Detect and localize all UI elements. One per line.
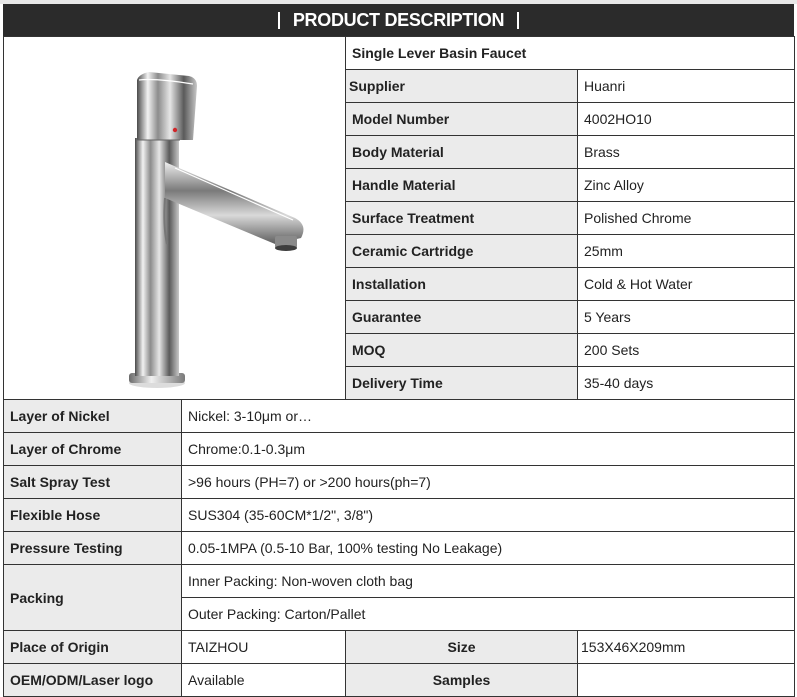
spec-label-delivery-time: Delivery Time [346,367,578,400]
packing-inner: Inner Packing: Non-woven cloth bag [182,565,795,598]
spec-value-delivery-time: 35-40 days [578,367,795,400]
spec-label-model-number: Model Number [346,103,578,136]
spec-value-surface-treatment: Polished Chrome [578,202,795,235]
header-bar-right [517,12,519,29]
product-name: Single Lever Basin Faucet [346,37,795,70]
spec-value-body-material: Brass [578,136,795,169]
detail-label-flexible-hose: Flexible Hose [4,499,182,532]
detail-value-flexible-hose: SUS304 (35-60CM*1/2", 3/8") [182,499,795,532]
spec-label-installation: Installation [346,268,578,301]
spec-value-model-number: 4002HO10 [578,103,795,136]
packing-label: Packing [4,565,182,631]
spec-label-moq: MOQ [346,334,578,367]
oem-value: Available [182,664,346,697]
samples-value [578,664,795,697]
header-bar-left [278,12,280,29]
spec-label-guarantee: Guarantee [346,301,578,334]
oem-label: OEM/ODM/Laser logo [4,664,182,697]
detail-label-chrome: Layer of Chrome [4,433,182,466]
product-image-cell [4,37,346,400]
spec-value-guarantee: 5 Years [578,301,795,334]
detail-label-salt-spray: Salt Spray Test [4,466,182,499]
faucet-image [25,48,325,388]
origin-value: TAIZHOU [182,631,346,664]
spec-label-handle-material: Handle Material [346,169,578,202]
spec-value-supplier: Huanri [578,70,795,103]
spec-value-moq: 200 Sets [578,334,795,367]
spec-value-installation: Cold & Hot Water [578,268,795,301]
samples-label: Samples [346,664,578,697]
spec-label-surface-treatment: Surface Treatment [346,202,578,235]
detail-label-pressure-testing: Pressure Testing [4,532,182,565]
size-value: 153X46X209mm [578,631,795,664]
spec-label-ceramic-cartridge: Ceramic Cartridge [346,235,578,268]
detail-label-nickel: Layer of Nickel [4,400,182,433]
detail-value-salt-spray: >96 hours (PH=7) or >200 hours(ph=7) [182,466,795,499]
detail-value-chrome: Chrome:0.1-0.3μm [182,433,795,466]
spec-value-ceramic-cartridge: 25mm [578,235,795,268]
detail-value-pressure-testing: 0.05-1MPA (0.5-10 Bar, 100% testing No Leakage) [182,532,795,565]
spec-label-body-material: Body Material [346,136,578,169]
spec-label-supplier: Supplier [346,70,578,103]
origin-label: Place of Origin [4,631,182,664]
size-label: Size [346,631,578,664]
spec-value-handle-material: Zinc Alloy [578,169,795,202]
packing-outer: Outer Packing: Carton/Pallet [182,598,795,631]
page-title: PRODUCT DESCRIPTION [292,9,505,30]
section-header [3,4,794,36]
detail-value-nickel: Nickel: 3-10μm or… [182,400,795,433]
spec-table [3,36,795,697]
